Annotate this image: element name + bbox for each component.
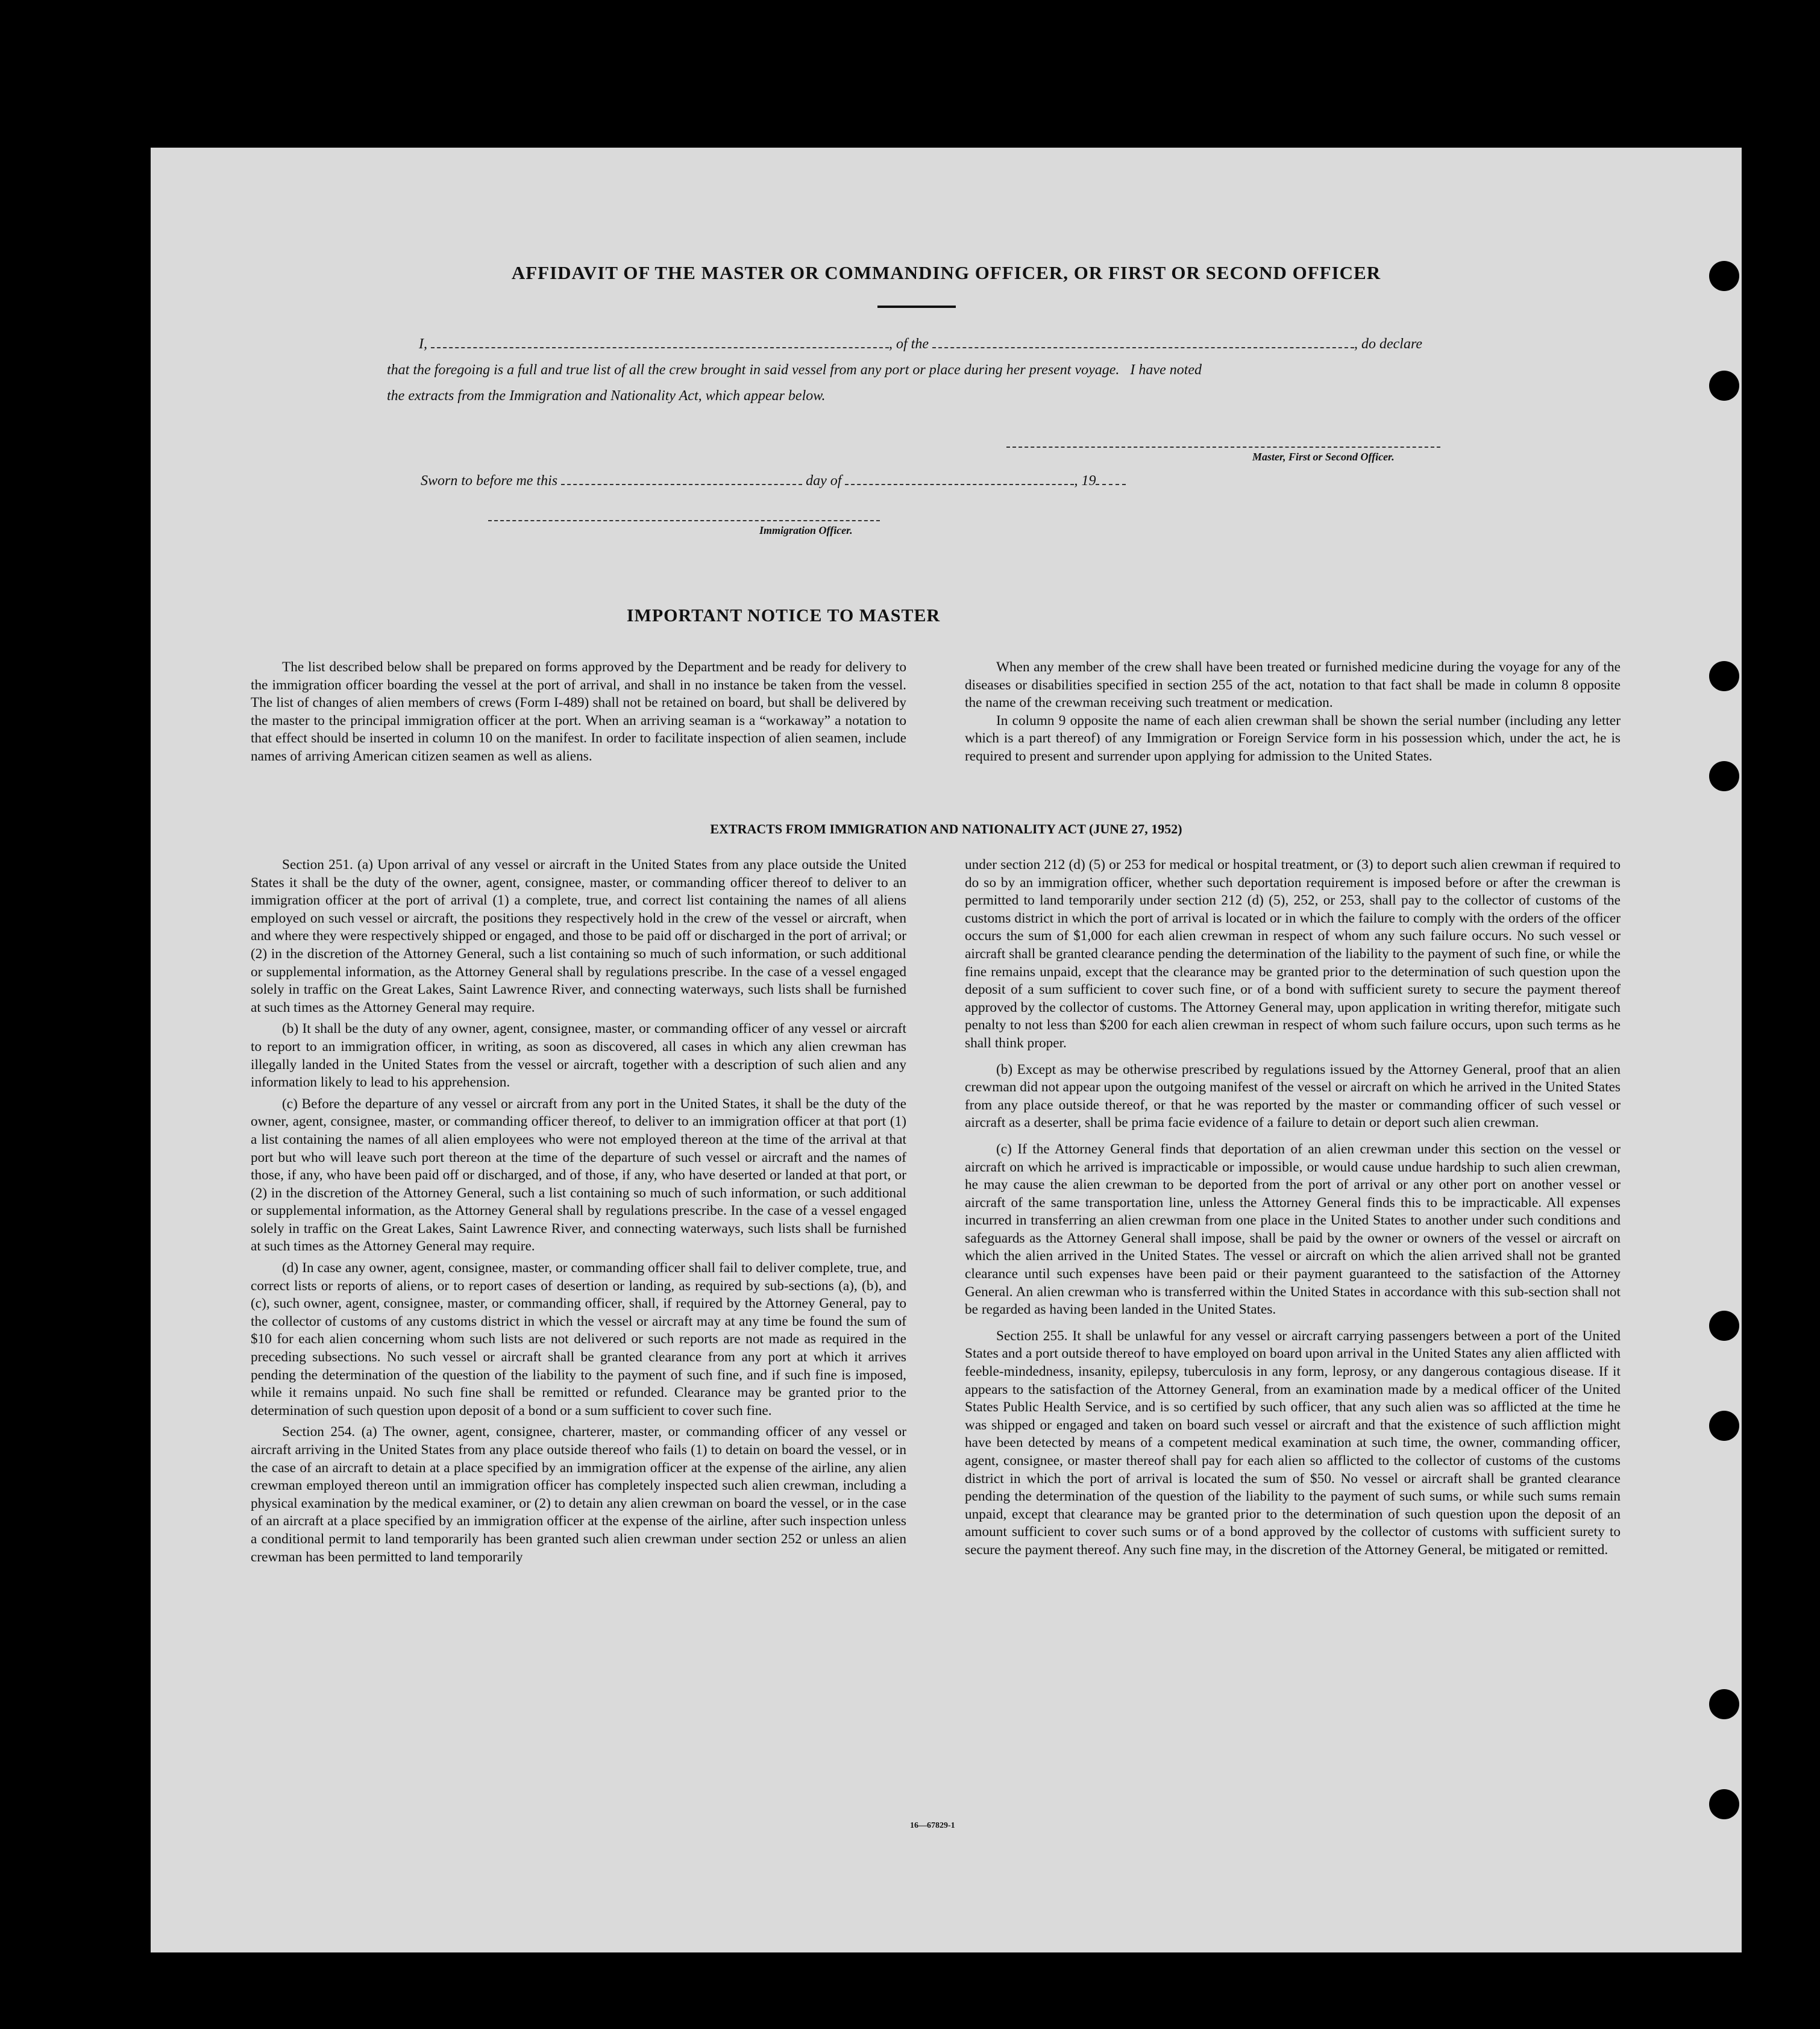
notice-title: IMPORTANT NOTICE TO MASTER (626, 606, 941, 626)
section-251a: Section 251. (a) Upon arrival of any vessel or aircraft in the United States from any place outside the United States it shall be the duty of the owner, agent, consignee, master, or commanding officer thereof to deliver to an immigration officer at the port of arrival (1) a complete, true, and correct list containing the names of all aliens employed on such vessel or aircraft, the positions they respectively hold in the crew of the vessel or aircraft, when and where they were respectively shipped or engaged, and those to be paid off or discharged in the port of arrival; or (2) in the discretion of the Attorney General, such a list containing so much of such information, or such additional or supplemental information, as the Attorney General shall by regulations prescribe. In the case of a vessel engaged solely in traffic on the Great Lakes, Saint Lawrence River, and connecting waterways, such lists shall be furnished at such times as the Attorney General may require. (251, 857, 906, 1015)
section-254a: Section 254. (a) The owner, agent, consignee, charterer, master, or commanding officer of any vessel or aircraft arriving in the United States from any place outside thereof who fails (1) to detain on board the vessel, or in the case of an aircraft to detain at a place specified by an immigration officer at the expense of the airline, any alien crewman employed thereon until an immigration officer has completely inspected such alien crewman, including a physical examination by the medical examiner, or (2) to detain any alien crewman on board the vessel, or in the case of an aircraft at a place specified by an immigration officer at the expense of the airline, after such inspection unless a conditional permit to land temporarily has been granted such alien crewman under section 252 or unless an alien crewman has been permitted to land temporarily (251, 1424, 906, 1565)
sworn-month-field[interactable] (845, 484, 1074, 485)
of-the-label: , of the (889, 336, 929, 352)
master-name-field[interactable] (431, 347, 889, 348)
vessel-name-field[interactable] (932, 347, 1354, 348)
section-254c: (c) If the Attorney General finds that deportation of an alien crewman under this section on the vessel or aircraft on which he arrived is impracticable or impossible, or would cause undue hardship to such alien crewman, he may cause the alien crewman to be deported from the port of arrival or any other port on another vessel or aircraft of the same transportation line, unless the Attorney General finds this to be impracticable. All expenses incurred in transferring an alien crewman from one place in the United States to another under such conditions and safeguards as the Attorney General shall impose, shall be paid by the owner or owners of the vessel or aircraft on which the alien arrived in the United States. The vessel or aircraft on which the alien arrived shall not be granted clearance until such expenses have been paid or their payment guaranteed to the satisfaction of the Attorney General. An alien crewman who is transferred within the United States in accordance with this sub-section shall not be regarded as having been landed in the United States. (965, 1141, 1621, 1318)
year-label: , 19 (1074, 473, 1096, 489)
extracts-right-column (965, 856, 1621, 1560)
notice-right-column (965, 659, 1621, 766)
declaration-line (419, 336, 1624, 353)
section-251b: (b) It shall be the duty of any owner, agent, consignee, master, or commanding officer of any vessel or aircraft to report to an immigration officer, in writing, as soon as discovered, all cases in which any alien crewman has illegally landed in the United States from the vessel or aircraft, together with a description of such alien and any information likely to lead to his apprehension. (251, 1021, 906, 1091)
punch-hole (1709, 661, 1739, 691)
officer-signature-line[interactable] (488, 520, 880, 521)
title-rule (877, 306, 956, 308)
section-251d: (d) In case any owner, agent, consignee, master, or commanding officer shall fail to deliver complete, true, and correct lists or reports of aliens, or to report cases of desertion or landing, as required by sub-sections (a), (b), and (c), such owner, agent, consignee, master, or commanding officer, shall, if required by the Attorney General, pay to the collector of customs of any customs district in which the vessel or aircraft may at any time be found the sum of $10 for each alien concerning whom such lists are not delivered or such reports are not made as required in the preceding subsections. No such vessel or aircraft shall be granted clearance from any port at which it arrives pending the determination of the question of the liability to the payment of such fine, and if such fine is imposed, while it remains unpaid. No such fine shall be remitted or refunded. Clearance may be granted prior to the determination of such question upon deposit of a bond or a sum sufficient to cover such fine. (251, 1260, 906, 1419)
sworn-year-field[interactable] (1096, 484, 1126, 485)
section-255: Section 255. It shall be unlawful for any vessel or aircraft carrying passengers between a port of the United States and a port outside thereof to have employed on board upon arrival in the United States any alien afflicted with feeble-mindedness, insanity, epilepsy, tuberculosis in any form, leprosy, or any dangerous contagious disease. If it appears to the satisfaction of the Attorney General, from an examination made by a medical officer of the United States Public Health Service, and is so certified by such officer, that any such alien was so afflicted at the time he was shipped or engaged and taken on board such vessel or aircraft and that the existence of such affliction might have been detected by means of a competent medical examination at such time, the owner, commanding officer, agent, consignee, or master thereof shall pay for each alien so afflicted to the collector of customs of the customs district in which the port of arrival is located the sum of $50. No vessel or aircraft shall be granted clearance pending the determination of the question of the liability to the payment of such sums, or while such sums remain unpaid, except that clearance may be granted prior to the determination of such question upon the deposit of an amount sufficient to cover such sums or of a bond approved by the collector of customs with sufficient surety to secure the payment thereof. Any such fine may, in the discretion of the Attorney General, be mitigated or remitted. (965, 1328, 1621, 1558)
sworn-label: Sworn to before me this (421, 473, 558, 489)
affidavit-title: AFFIDAVIT OF THE MASTER OR COMMANDING OFFICER, OR FIRST OR SECOND OFFICER (511, 262, 1381, 283)
punch-hole (1709, 1689, 1739, 1719)
sworn-line (421, 473, 1264, 489)
extracts-title: EXTRACTS FROM IMMIGRATION AND NATIONALITY ACT (JUNE 27, 1952) (710, 821, 1182, 836)
punch-hole (1709, 261, 1739, 291)
master-caption: Master, First or Second Officer. (1252, 451, 1395, 463)
section-251c: (c) Before the departure of any vessel or aircraft from any port in the United States, it shall be the duty of the owner, agent, consignee, master, or commanding officer thereof, to deliver to an immigration officer at that port (1) a list containing the names of all alien employees who were not employed thereon at the time of the arrival at that port but who will leave such port thereon at the time of the departure of such vessel or aircraft and the names of those, if any, who have been paid off or discharged, and of those, if any, who have deserted or landed at that port, or (2) in the discretion of the Attorney General, such a list containing so much of such information, or such additional or supplemental information, as the Attorney General shall by regulations prescribe. In the case of a vessel engaged solely in traffic on the Great Lakes, Saint Lawrence River, and connecting waterways, such lists shall be furnished at such times as the Attorney General may require. (251, 1096, 906, 1255)
punch-hole (1709, 761, 1739, 791)
master-signature-line[interactable] (1006, 447, 1440, 448)
form-code: 16—67829-1 (910, 1821, 955, 1830)
extracts-left-column (251, 856, 906, 1566)
notice-left-paragraph: The list described below shall be prepared on forms approved by the Department and be ready for delivery to the immigration officer boarding the vessel at the port of arrival, and shall in no instance be taken from the vessel. The list of changes of alien members of crews (Form I-489) shall not be retained on board, but shall be delivered by the master to the principal immigration officer at the port. When an arriving seaman is a “workaway” a notation to that effect should be inserted in column 10 on the manifest. In order to facilitate inspection of alien seamen, include names of arriving American citizen seamen as well as aliens. (251, 659, 906, 764)
punch-hole (1709, 1789, 1739, 1819)
document-page (151, 148, 1742, 1952)
day-of-label: day of (806, 473, 842, 489)
do-declare-label: , do declare (1354, 336, 1423, 352)
section-254b: (b) Except as may be otherwise prescribed by regulations issued by the Attorney General, proof that an alien crewman did not appear upon the outgoing manifest of the vessel or aircraft on which he arrived in the United States from any place outside thereof, or that he was reported by the master or commanding officer of such vessel or aircraft as a deserter, shall be prima facie evidence of a failure to detain or deport such alien crewman. (965, 1061, 1621, 1131)
notice-left-column (251, 659, 906, 766)
i-label: I, (419, 336, 427, 352)
punch-hole (1709, 1311, 1739, 1341)
punch-hole (1709, 1411, 1739, 1441)
statement-line-1: that the foregoing is a full and true list of all the crew brought in said vessel from any port or place during her present voyage. I have noted (387, 362, 1202, 378)
notice-right-paragraph-1: When any member of the crew shall have been treated or furnished medicine during the voyage for any of the diseases or disabilities specified in section 255 of the act, notation to that fact shall be made in column 8 opposite the name of the crewman receiving such treatment or medication. (965, 659, 1621, 711)
punch-hole (1709, 371, 1739, 401)
section-254a-continued: under section 212 (d) (5) or 253 for medical or hospital treatment, or (3) to deport such alien crewman if required to do so by an immigration officer, whether such deportation requirement is imposed before or after the crewman is permitted to land temporarily under section 212 (d) (5), 252, or 253, shall pay to the collector of customs of the customs district in which the port of arrival is located or in which the failure to comply with the orders of the officer occurs the sum of $1,000 for each alien crewman in respect of whom any such failure occurs. No such vessel or aircraft shall be granted clearance pending the determination of the liability to the payment of such fine, or while the fine remains unpaid, except that the clearance may be granted prior to the determination of such question upon the deposit of a sum sufficient to cover such fine, or of a bond with sufficient surety to secure the payment thereof approved by the collector of customs. The Attorney General may, upon application in writing therefor, mitigate such penalty to not less than $200 for each alien crewman in respect of whom such failure occurs, upon such terms as he shall think proper. (965, 857, 1621, 1051)
sworn-day-field[interactable] (561, 484, 802, 485)
officer-caption: Immigration Officer. (759, 524, 853, 536)
notice-right-paragraph-2: In column 9 opposite the name of each alien crewman shall be shown the serial number (including any letter which is a part thereof) of any Immigration or Foreign Service form in his possession which, under the act, he is required to present and surrender upon applying for admission to the United States. (965, 712, 1621, 764)
statement-line-2: the extracts from the Immigration and Nationality Act, which appear below. (387, 388, 826, 404)
